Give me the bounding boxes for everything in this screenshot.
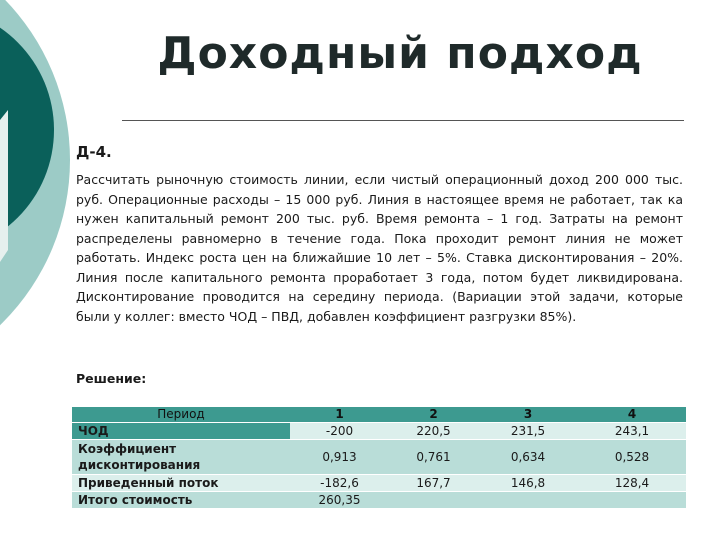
header-period-label: Период bbox=[72, 407, 290, 422]
table-row bbox=[72, 492, 686, 508]
slide-title: Доходный подход bbox=[157, 28, 643, 79]
row-label: Приведенный поток bbox=[72, 475, 290, 491]
header-period-cell: 1 bbox=[290, 407, 389, 422]
row-label: Итого стоимость bbox=[72, 492, 290, 508]
task-text: Рассчитать рыночную стоимость линии, если чистый операционный доход 200 000 тыс. руб. Операционные расходы – 15 000 руб. Линия в настоящее время не работает, так ка нужен капитальный ремонт 200 тыс. руб. Время ремонта – 1 год. Затраты на ремонт распределены равномерно в течение года. Пока проходит ремонт линия не может работать. Индекс роста цен на ближайшие 10 лет – 5%. Ставка дисконтирования – 20%. Линия после капитального ремонта проработает 3 года, потом будет ликвидирована. Дисконтирование проводится на середину периода. (Вариации этой задачи, которые были у коллег: вместо ЧОД – ПВД, добавлен коэффициент разгрузки 85%). bbox=[76, 172, 683, 324]
table-cell: 146,8 bbox=[478, 475, 578, 491]
table-cell: 128,4 bbox=[578, 475, 686, 491]
table-row bbox=[72, 440, 686, 474]
table-cell: 0,634 bbox=[478, 440, 578, 474]
row-label: Коэффициент дисконтирования bbox=[72, 440, 290, 474]
table-cell bbox=[478, 492, 578, 508]
table-cell: 260,35 bbox=[290, 492, 389, 508]
table-cell: -182,6 bbox=[290, 475, 389, 491]
table-cell: 0,761 bbox=[389, 440, 478, 474]
results-table bbox=[72, 406, 686, 509]
table-cell: 0,913 bbox=[290, 440, 389, 474]
row-label: ЧОД bbox=[72, 423, 290, 439]
title-divider bbox=[122, 120, 684, 121]
header-period-cell: 2 bbox=[389, 407, 478, 422]
header-period-cell: 3 bbox=[478, 407, 578, 422]
table-header-row bbox=[72, 407, 686, 422]
table-cell: 167,7 bbox=[389, 475, 478, 491]
table-cell: -200 bbox=[290, 423, 389, 439]
table-cell: 243,1 bbox=[578, 423, 686, 439]
solution-label: Решение: bbox=[76, 371, 147, 386]
header-period-cell: 4 bbox=[578, 407, 686, 422]
table-row bbox=[72, 475, 686, 491]
table-cell: 231,5 bbox=[478, 423, 578, 439]
table-cell: 220,5 bbox=[389, 423, 478, 439]
table-cell bbox=[578, 492, 686, 508]
task-id: Д-4. bbox=[76, 143, 112, 161]
table-cell bbox=[389, 492, 478, 508]
table-row bbox=[72, 423, 686, 439]
table-cell: 0,528 bbox=[578, 440, 686, 474]
